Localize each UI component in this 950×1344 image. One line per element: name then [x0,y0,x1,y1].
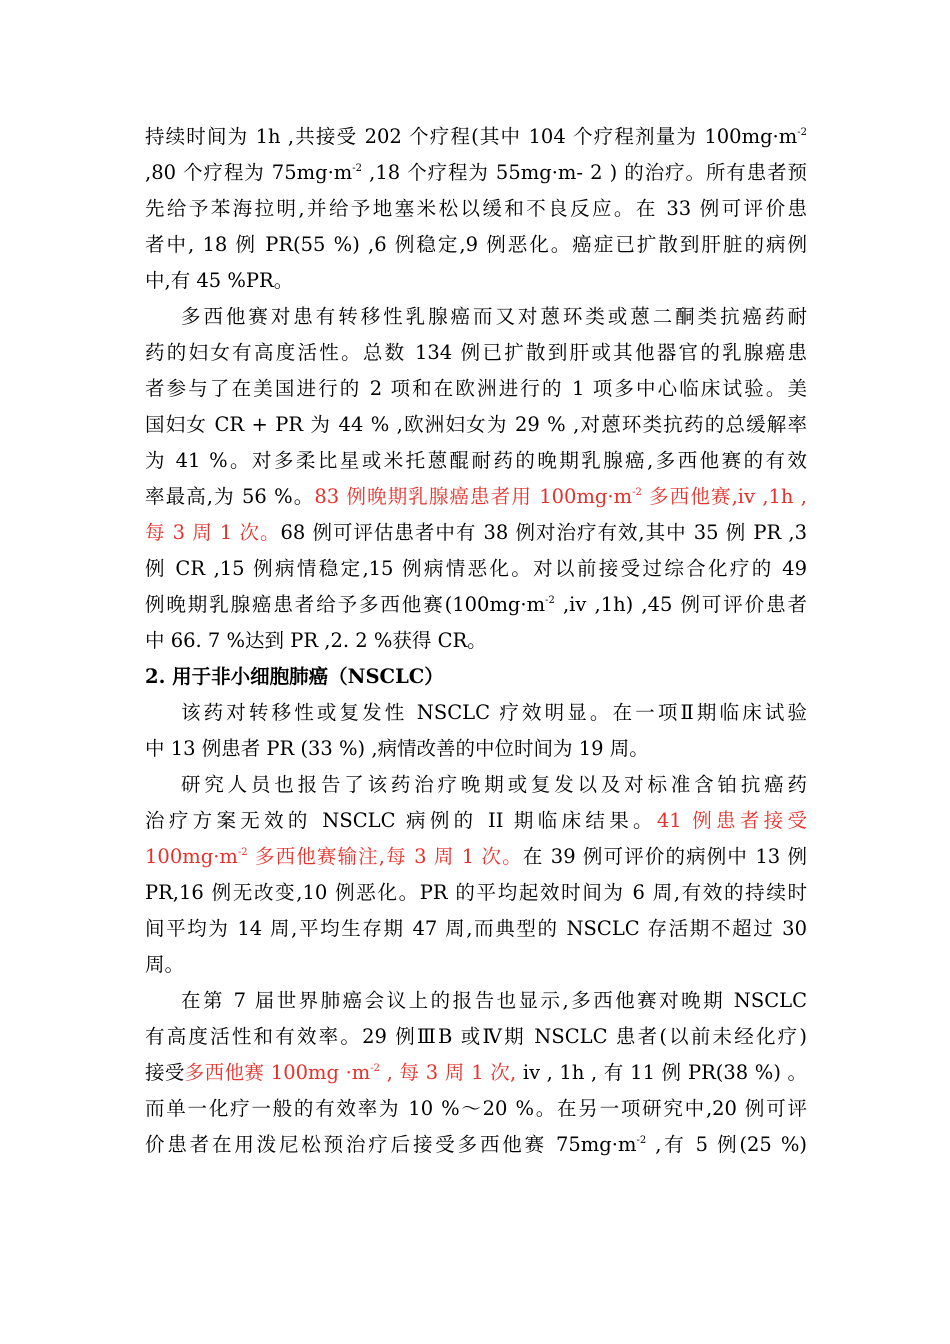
text-line: 治疗方案无效的 NSCLC 病例的 II 期临床结果。41 例患者接受 [145,809,807,832]
text-line: 药的妇女有高度活性。总数 134 例已扩散到肝或其他器官的乳腺癌患 [145,341,807,364]
text-line: 研究人员也报告了该药治疗晚期或复发以及对标准含铂抗癌药 [181,773,807,796]
text-line: PR,16 例无改变,10 例恶化。PR 的平均起效时间为 6 周,有效的持续时 [145,881,807,904]
text-line: 每 3 周 1 次。68 例可评估患者中有 38 例对治疗有效,其中 35 例 PR ,3 [145,521,807,544]
text-line: 周。 [145,953,185,976]
text-line: 中 66. 7 %达到 PR ,2. 2 %获得 CR。 [145,629,487,652]
text-line: $100mg\cdot m^{-2}$ 多西他赛输注,每 3 周 1 次。在 39 例可评价的病例中 13 例 [145,845,807,868]
text-line: 中,有 45 %PR。 [145,269,294,292]
text-line: 有高度活性和有效率。29 例ⅢB 或Ⅳ期 NSCLC 患者(以前未经化疗) [145,1025,807,1048]
highlighted-text: 83 例晚期乳腺癌患者用 $100mg\cdot m^{-2}$ 多西他赛,iv ,1h , [314,485,807,508]
text-line: 而单一化疗一般的有效率为 10 %～20 %。在另一项研究中,20 例可评 [145,1097,807,1120]
text-line: 多西他赛对患有转移性乳腺癌而又对蒽环类或蒽二酮类抗癌药耐 [181,305,807,328]
text-line: 例 CR ,15 例病情稳定,15 例病情恶化。对以前接受过综合化疗的 49 [145,557,807,580]
text-line: 持续时间为 1h ,共接受 202 个疗程(其中 104 个疗程剂量为 $100mg\cdot m^{-2}$ [145,125,807,148]
text-line: 者中, 18 例 PR(55 %) ,6 例稳定,9 例恶化。癌症已扩散到肝脏的病例 [145,233,807,256]
text-line: 中 13 例患者 PR (33 %) ,病情改善的中位时间为 19 周。 [145,737,649,760]
text-line: 例晚期乳腺癌患者给予多西他赛($100mg\cdot m^{-2}$ ,iv ,1h) ,45 例可评价患者 [145,593,807,616]
text-line: 先给予苯海拉明,并给予地塞米松以缓和不良反应。在 33 例可评价患 [145,197,807,220]
text-line: ,80 个疗程为 $75mg\cdot m^{-2}$ ,18 个疗程为 55mg·m- 2 ) 的治疗。所有患者预 [145,161,807,184]
section-heading: 2. 用于非小细胞肺癌（NSCLC） [145,665,444,688]
text-line: 该药对转移性或复发性 NSCLC 疗效明显。在一项Ⅱ期临床试验 [181,701,807,724]
text-line: 者参与了在美国进行的 2 项和在欧洲进行的 1 项多中心临床试验。美 [145,377,807,400]
text-line: 价患者在用泼尼松预治疗后接受多西他赛 $75mg\cdot m^{-2}$ ,有 5 例(25 %) [145,1133,807,1156]
highlighted-text: 多西他赛 $100mg \cdot m^{-2}$ , 每 3 周 1 次, [184,1061,517,1084]
text-line: 国妇女 CR + PR 为 44 % ,欧洲妇女为 29 % ,对蒽环类抗药的总缓解率 [145,413,807,436]
highlighted-text: 每 3 周 1 次。 [145,521,281,544]
highlighted-text: 41 例患者接受 [656,809,807,832]
text-line: 间平均为 14 周,平均生存期 47 周,而典型的 NSCLC 存活期不超过 30 [145,917,807,940]
text-line: 为 41 %。对多柔比星或米托蒽醌耐药的晚期乳腺癌,多西他赛的有效 [145,449,807,472]
text-line: 率最高,为 56 %。83 例晚期乳腺癌患者用 $100mg\cdot m^{-2}$ 多西他赛,iv ,1h , [145,485,807,508]
text-line: 在第 7 届世界肺癌会议上的报告也显示,多西他赛对晚期 NSCLC [181,989,807,1012]
highlighted-text: $100mg\cdot m^{-2}$ 多西他赛输注,每 3 周 1 次。 [145,845,523,868]
text-line: 接受多西他赛 $100mg \cdot m^{-2}$ , 每 3 周 1 次, iv , 1h , 有 11 例 PR(38 %) 。 [145,1061,807,1084]
